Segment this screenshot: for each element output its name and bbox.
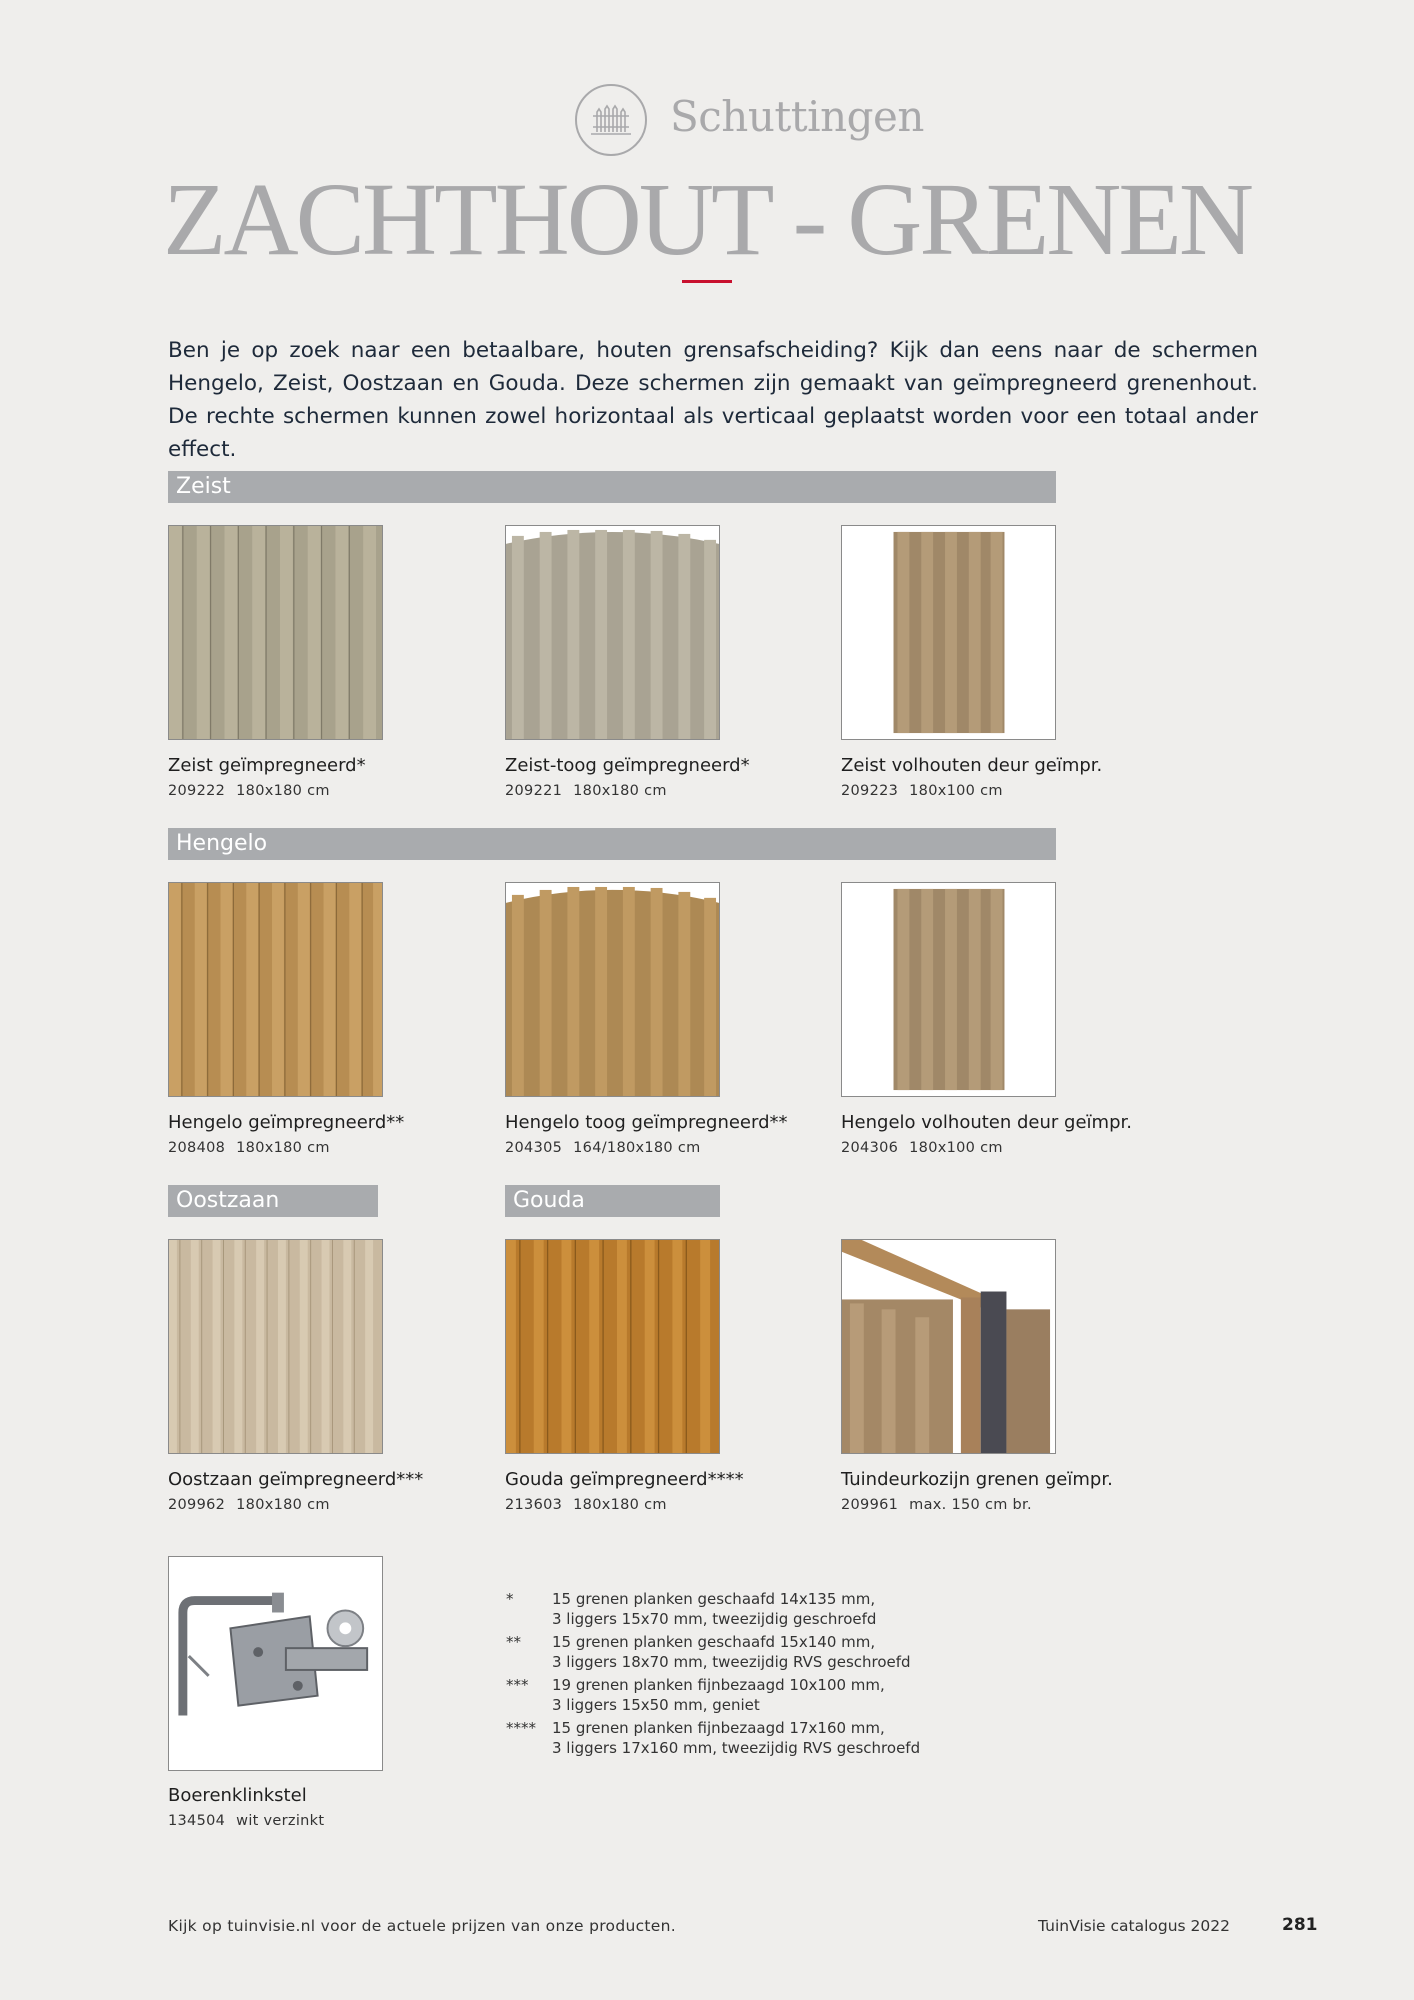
footnote-mark: *** [506, 1676, 529, 1694]
product-image-zeist-deur[interactable] [841, 525, 1056, 740]
product-meta [841, 1140, 1014, 1156]
product-name: Zeist volhouten deur geïmpr. [841, 755, 1103, 776]
product-meta [168, 1813, 335, 1829]
product-name: Boerenklinkstel [168, 1785, 307, 1806]
footnote-line: 15 grenen planken fijnbezaagd 17x160 mm, [552, 1719, 885, 1737]
product-name: Hengelo toog geïmpregneerd** [505, 1112, 788, 1133]
footnote-mark: **** [506, 1719, 536, 1737]
product-size: 180x180 cm [236, 1140, 330, 1156]
product-code: 209221 [505, 783, 563, 799]
page-title: ZACHTHOUT - GRENEN [163, 162, 1251, 277]
footnote-text [552, 1718, 972, 1758]
product-image-gouda[interactable] [505, 1239, 720, 1454]
product-image-zeist[interactable] [168, 525, 383, 740]
footnote-line: 3 liggers 18x70 mm, tweezijdig RVS geschroefd [552, 1653, 911, 1671]
title-underline [682, 280, 732, 283]
product-image-hengelo-toog[interactable] [505, 882, 720, 1097]
product-name: Tuindeurkozijn grenen geïmpr. [841, 1469, 1113, 1490]
page-number: 281 [1282, 1915, 1318, 1935]
intro-text: Ben je op zoek naar een betaalbare, houten grensafscheiding? Kijk dan eens naar de schermen Hengelo, Zeist, Oostzaan en Gouda. Deze schermen zijn gemaakt van geïmpregneerd grenenhout. De rechte schermen kunnen zowel horizontaal als verticaal geplaatst worden voor een totaal ander effect. [168, 338, 1258, 462]
product-meta [168, 1140, 341, 1156]
footnote-text [552, 1675, 972, 1715]
footnote-line: 19 grenen planken fijnbezaagd 10x100 mm, [552, 1676, 885, 1694]
footer-catalog-name: TuinVisie catalogus 2022 [1038, 1917, 1230, 1935]
footnote-line: 3 liggers 15x70 mm, tweezijdig geschroefd [552, 1610, 877, 1628]
product-code: 208408 [168, 1140, 226, 1156]
product-name: Zeist geïmpregneerd* [168, 755, 366, 776]
product-code: 209961 [841, 1497, 899, 1513]
product-code: 209223 [841, 783, 899, 799]
product-meta [168, 1497, 341, 1513]
footer-note: Kijk op tuinvisie.nl voor de actuele prijzen van onze producten. [168, 1917, 676, 1935]
product-meta [505, 1497, 678, 1513]
product-name: Hengelo geïmpregneerd** [168, 1112, 405, 1133]
product-image-boerenklinkstel[interactable] [168, 1556, 383, 1771]
product-name: Gouda geïmpregneerd**** [505, 1469, 744, 1490]
product-meta [168, 783, 341, 799]
product-size: 180x180 cm [573, 783, 667, 799]
fence-icon [575, 84, 647, 156]
product-meta [841, 1497, 1043, 1513]
section-header-zeist: Zeist [168, 471, 1056, 503]
section-header-oostzaan: Oostzaan [168, 1185, 378, 1217]
product-size: max. 150 cm br. [909, 1497, 1032, 1513]
product-image-zeist-toog[interactable] [505, 525, 720, 740]
product-code: 204305 [505, 1140, 563, 1156]
product-code: 209962 [168, 1497, 226, 1513]
product-image-hengelo[interactable] [168, 882, 383, 1097]
footnote-line: 3 liggers 17x160 mm, tweezijdig RVS geschroefd [552, 1739, 921, 1757]
product-meta [505, 783, 678, 799]
product-name: Zeist-toog geïmpregneerd* [505, 755, 750, 776]
product-image-hengelo-deur[interactable] [841, 882, 1056, 1097]
section-header-hengelo: Hengelo [168, 828, 1056, 860]
footnote-line: 15 grenen planken geschaafd 15x140 mm, [552, 1633, 876, 1651]
footnote-mark: ** [506, 1633, 521, 1651]
product-code: 209222 [168, 783, 226, 799]
category-label: Schuttingen [670, 92, 924, 141]
product-name: Oostzaan geïmpregneerd*** [168, 1469, 424, 1490]
footnote-line: 15 grenen planken geschaafd 14x135 mm, [552, 1590, 876, 1608]
product-size: 180x180 cm [236, 1497, 330, 1513]
product-meta [505, 1140, 712, 1156]
footnote-line: 3 liggers 15x50 mm, geniet [552, 1696, 760, 1714]
product-size: 180x180 cm [236, 783, 330, 799]
product-image-oostzaan[interactable] [168, 1239, 383, 1454]
product-size: 180x100 cm [909, 783, 1003, 799]
product-code: 204306 [841, 1140, 899, 1156]
footnote-mark: * [506, 1590, 514, 1608]
product-code: 134504 [168, 1813, 226, 1829]
footnote-text [552, 1589, 972, 1629]
product-size: 180x100 cm [909, 1140, 1003, 1156]
product-size: wit verzinkt [236, 1813, 325, 1829]
product-size: 164/180x180 cm [573, 1140, 701, 1156]
product-meta [841, 783, 1014, 799]
product-image-tuindeurkozijn[interactable] [841, 1239, 1056, 1454]
section-header-gouda: Gouda [505, 1185, 720, 1217]
product-size: 180x180 cm [573, 1497, 667, 1513]
footnote-text [552, 1632, 972, 1672]
product-code: 213603 [505, 1497, 563, 1513]
product-name: Hengelo volhouten deur geïmpr. [841, 1112, 1132, 1133]
